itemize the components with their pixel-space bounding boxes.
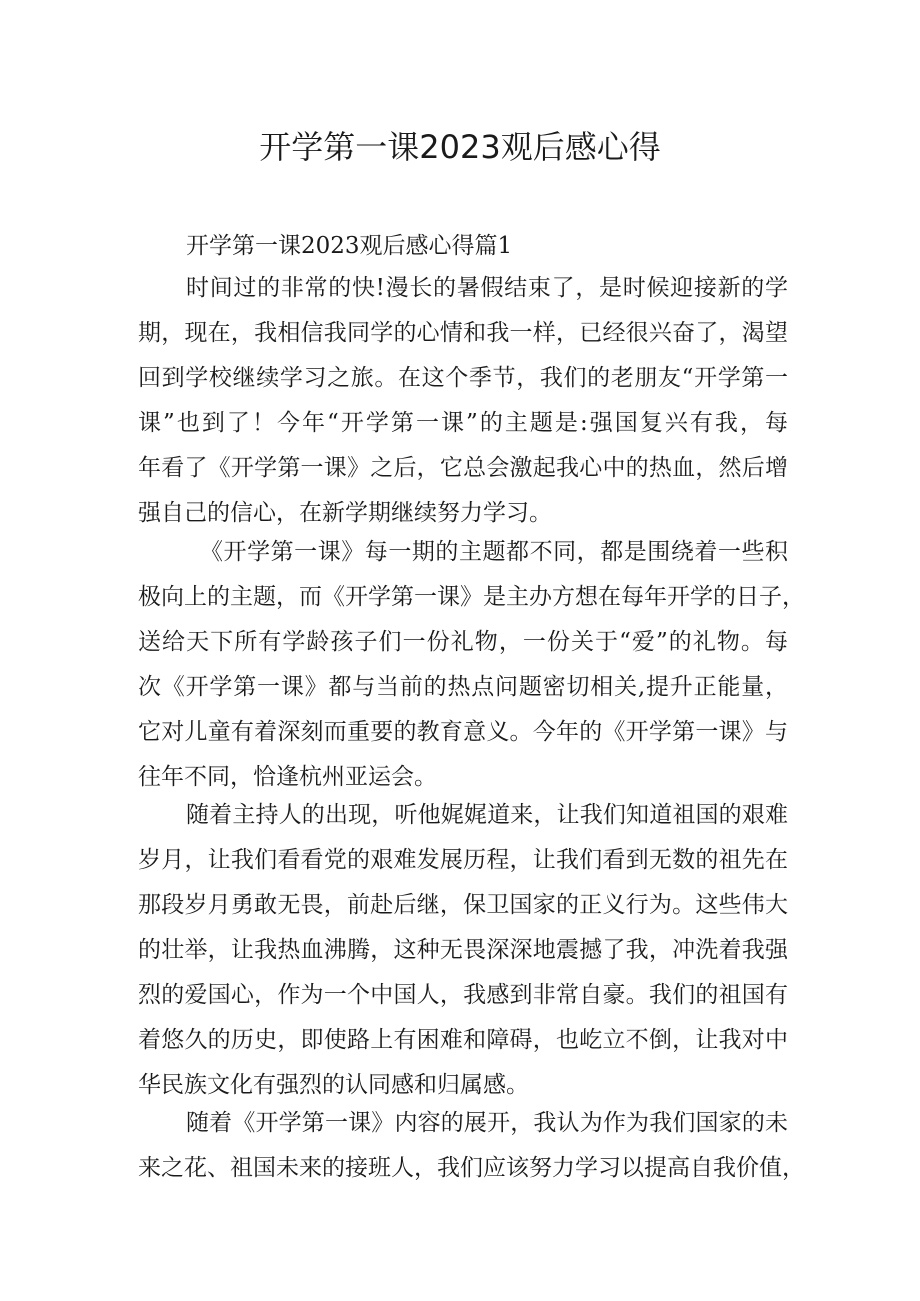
paragraph-line: 强自己的信心，在新学期继续努力学习。 bbox=[138, 500, 552, 526]
paragraph-line: 随着主持人的出现，听他娓娓道来，让我们知道祖国的艰难 bbox=[186, 802, 788, 828]
paragraph-line: 年看了《开学第一课》之后，它总会激起我心中的热血，然后增 bbox=[138, 455, 788, 481]
paragraph-line: 着悠久的历史，即使路上有困难和障碍，也屹立不倒，让我对中 bbox=[138, 1027, 788, 1053]
paragraph-line: 往年不同，恰逢杭州亚运会。 bbox=[138, 764, 437, 790]
paragraph-line: 课”也到了！今年“开学第一课”的主题是:强国复兴有我，每 bbox=[138, 410, 788, 436]
paragraph-line: 极向上的主题，而《开学第一课》是主办方想在每年开学的日子， bbox=[138, 584, 805, 610]
paragraph-1 bbox=[138, 266, 788, 536]
paragraph-line: 它对儿童有着深刻而重要的教育意义。今年的《开学第一课》与 bbox=[138, 719, 788, 745]
paragraph-line: 随着《开学第一课》内容的展开，我认为作为我们国家的未 bbox=[186, 1110, 788, 1136]
paragraph-line: 《开学第一课》每一期的主题都不同，都是围绕着一些积 bbox=[200, 539, 788, 565]
paragraph-line: 送给天下所有学龄孩子们一份礼物，一份关于“爱”的礼物。每 bbox=[138, 629, 788, 655]
paragraph-line: 华民族文化有强烈的认同感和归属感。 bbox=[138, 1072, 529, 1098]
paragraph-3 bbox=[138, 793, 788, 1108]
paragraph-line: 岁月，让我们看看党的艰难发展历程，让我们看到无数的祖先在 bbox=[138, 847, 788, 873]
paragraph-line: 时间过的非常的快!漫长的暑假结束了，是时候迎接新的学 bbox=[186, 275, 788, 301]
paragraph-line: 来之花、祖国未来的接班人，我们应该努力学习以提高自我价值， bbox=[138, 1155, 805, 1181]
paragraph-line: 次《开学第一课》都与当前的热点问题密切相关,提升正能量， bbox=[138, 674, 788, 700]
section-heading: 开学第一课2023观后感心得篇1 bbox=[186, 233, 513, 259]
paragraph-line: 回到学校继续学习之旅。在这个季节，我们的老朋友“开学第一 bbox=[138, 365, 788, 391]
paragraph-line: 的壮举，让我热血沸腾，这种无畏深深地震撼了我，冲洗着我强 bbox=[138, 937, 788, 963]
paragraph-line: 烈的爱国心，作为一个中国人，我感到非常自豪。我们的祖国有 bbox=[138, 982, 788, 1008]
document-title: 开学第一课2023观后感心得 bbox=[259, 128, 661, 166]
paragraph-4 bbox=[138, 1101, 805, 1191]
paragraph-line: 那段岁月勇敢无畏，前赴后继，保卫国家的正义行为。这些伟大 bbox=[138, 892, 788, 918]
paragraph-2 bbox=[138, 530, 805, 800]
paragraph-line: 期，现在，我相信我同学的心情和我一样，已经很兴奋了，渴望 bbox=[138, 320, 788, 346]
